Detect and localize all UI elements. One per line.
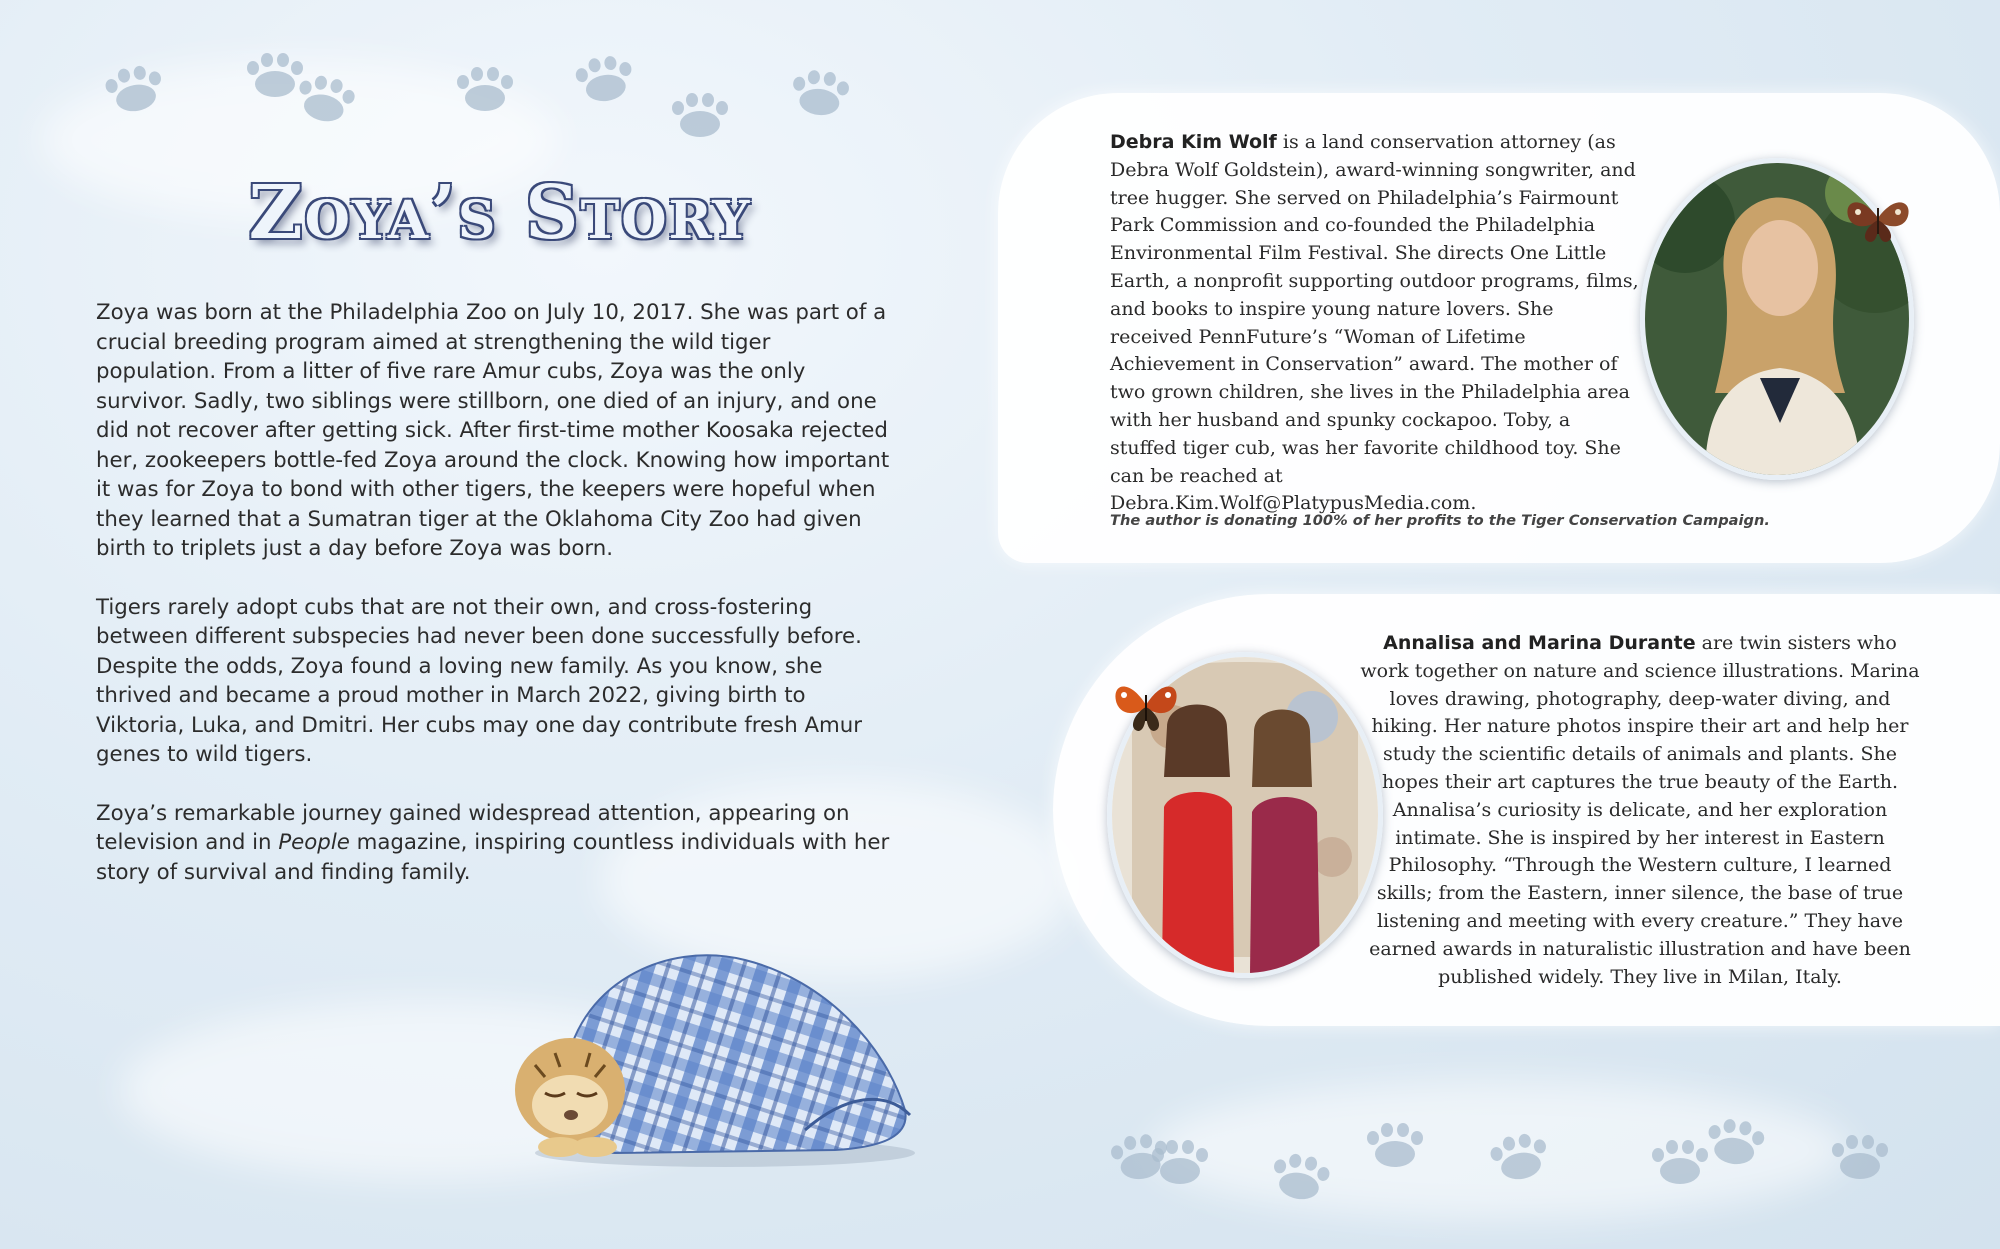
- author-name: Debra Kim Wolf: [1110, 131, 1277, 153]
- butterfly-icon: [1110, 675, 1182, 733]
- story-text: [96, 298, 896, 916]
- magazine-name: People: [278, 830, 350, 855]
- illustrators-bio: [1360, 630, 1920, 991]
- story-paragraph: [96, 799, 896, 888]
- illustrators-bio-text: are twin sisters who work together on nature and science illustrations. Marina loves drawing, photography, deep-water diving, and hiking. Her nature photos inspire their art and help her study the scientific details of animals and plants. She hopes their art captures the true beauty of the Earth. Annalisa’s curiosity is delicate, and her exploration intimate. She is inspired by her interest in Eastern Philosophy. “Through the Western culture, I learned skills; from the Eastern, inner silence, the base of true listening and meeting with every creature.” They have earned awards in naturalistic illustration and have been published widely. They live in Milan, Italy.: [1360, 632, 1920, 988]
- author-bio: [1110, 129, 1640, 518]
- story-paragraph: Zoya was born at the Philadelphia Zoo on July 10, 2017. She was part of a crucial breeding program aimed at strengthening the wild tiger population. From a litter of five rare Amur cubs, Zoya was the only survivor. Sadly, two siblings were stillborn, one died of an injury, and one did not recover after getting sick. After first-time mother Koosaka rejected her, zookeepers bottle-fed Zoya around the clock. Knowing how important it was for Zoya to bond with other tigers, the keepers were hopeful when they learned that a Sumatran tiger at the Oklahoma City Zoo had given birth to triplets just a day before Zoya was born.: [96, 300, 890, 561]
- story-text-segment: magazine, inspiring countless individuals with her story of survival and finding family.: [96, 830, 890, 885]
- butterfly-icon: [1842, 190, 1914, 245]
- story-paragraph: Tigers rarely adopt cubs that are not their own, and cross-fostering between different subspecies had never been done successfully before. Despite the odds, Zoya found a loving new family. As you know, she thrived and became a proud mother in March 2022, giving birth to Viktoria, Luka, and Dmitri. Her cubs may one day contribute fresh Amur genes to wild tigers.: [96, 594, 863, 767]
- page-title: Zoya’s Story: [248, 170, 752, 256]
- donation-note: The author is donating 100% of her profits to the Tiger Conservation Campaign.: [1110, 512, 1770, 529]
- illustrators-name: Annalisa and Marina Durante: [1383, 632, 1696, 654]
- tiger-cub-blanket-illustration: [505, 925, 925, 1175]
- story-text-segment: Zoya’s remarkable journey gained widespread attention, appearing on television and in: [96, 800, 850, 855]
- author-bio-text: is a land conservation attorney (as Debra Wolf Goldstein), award-winning songwriter, and tree hugger. She served on Philadelphia’s Fairmount Park Commission and co-founded the Philadelphia Environmental Film Festival. She directs One Little Earth, a nonprofit supporting outdoor programs, films, and books to inspire young nature lovers. She received PennFuture’s “Woman of Lifetime Achievement in Conservation” award. The mother of two grown children, she lives in the Philadelphia area with her husband and spunky cockapoo. Toby, a stuffed tiger cub, was her favorite childhood toy. She can be reached at Debra.Kim.Wolf@PlatypusMedia.com.: [1110, 131, 1639, 515]
